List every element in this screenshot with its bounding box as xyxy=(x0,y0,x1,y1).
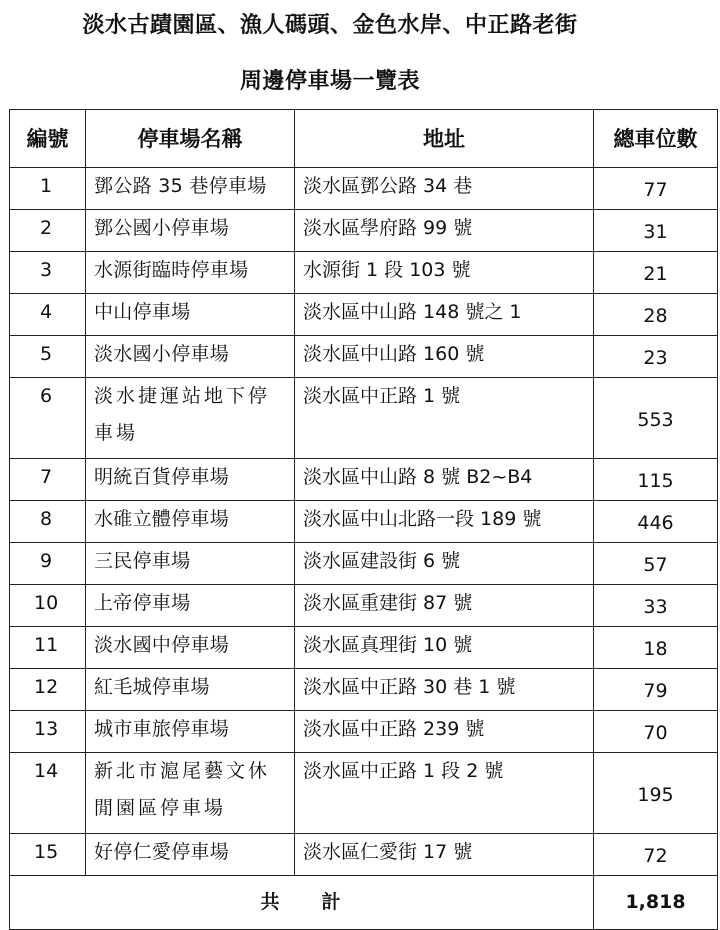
row-address: 淡水區中山路 8 號 B2~B4 xyxy=(295,459,594,501)
row-no: 15 xyxy=(10,834,86,876)
row-spaces: 21 xyxy=(594,252,718,294)
row-address: 淡水區鄧公路 34 巷 xyxy=(295,168,594,210)
row-spaces: 553 xyxy=(594,378,718,459)
row-address: 淡水區仁愛街 17 號 xyxy=(295,834,594,876)
total-label-part-1: 共 xyxy=(260,891,282,913)
row-name: 水碓立體停車場 xyxy=(86,501,295,543)
row-address: 淡水區學府路 99 號 xyxy=(295,210,594,252)
total-value: 1,818 xyxy=(594,876,718,930)
row-no: 9 xyxy=(10,543,86,585)
header-spaces: 總車位數 xyxy=(594,110,718,168)
row-spaces: 79 xyxy=(594,669,718,711)
table-row xyxy=(10,669,718,711)
row-name: 中山停車場 xyxy=(86,294,295,336)
row-spaces: 18 xyxy=(594,627,718,669)
row-name: 城市車旅停車場 xyxy=(86,711,295,753)
total-label xyxy=(10,876,594,930)
row-address: 淡水區中正路 1 號 xyxy=(295,378,594,459)
row-name: 淡水國小停車場 xyxy=(86,336,295,378)
table-row xyxy=(10,834,718,876)
row-address: 淡水區中正路 1 段 2 號 xyxy=(295,753,594,834)
row-name: 明統百貨停車場 xyxy=(86,459,295,501)
row-no: 13 xyxy=(10,711,86,753)
document-title: 淡水古蹟園區、漁人碼頭、金色水岸、中正路老街 xyxy=(82,13,578,38)
row-name: 三民停車場 xyxy=(86,543,295,585)
row-name: 淡水國中停車場 xyxy=(86,627,295,669)
row-address: 淡水區中山路 160 號 xyxy=(295,336,594,378)
row-address: 淡水區重建街 87 號 xyxy=(295,585,594,627)
row-address: 淡水區中正路 30 巷 1 號 xyxy=(295,669,594,711)
row-spaces: 31 xyxy=(594,210,718,252)
row-no: 14 xyxy=(10,753,86,834)
row-spaces: 70 xyxy=(594,711,718,753)
row-name: 鄧公路 35 巷停車場 xyxy=(86,168,295,210)
row-no: 5 xyxy=(10,336,86,378)
table-row xyxy=(10,210,718,252)
table-row xyxy=(10,336,718,378)
row-name: 紅毛城停車場 xyxy=(86,669,295,711)
header-address: 地址 xyxy=(295,110,594,168)
table-row xyxy=(10,252,718,294)
table-row xyxy=(10,585,718,627)
header-name: 停車場名稱 xyxy=(86,110,295,168)
table-row xyxy=(10,501,718,543)
header-no: 編號 xyxy=(10,110,86,168)
row-spaces: 446 xyxy=(594,501,718,543)
row-name: 新北市滬尾藝文休閒園區停車場 xyxy=(86,753,295,834)
row-no: 4 xyxy=(10,294,86,336)
row-no: 3 xyxy=(10,252,86,294)
total-label-part-2: 計 xyxy=(321,891,343,913)
row-spaces: 72 xyxy=(594,834,718,876)
table-row xyxy=(10,711,718,753)
row-name: 好停仁愛停車場 xyxy=(86,834,295,876)
table-row xyxy=(10,753,718,834)
row-spaces: 77 xyxy=(594,168,718,210)
table-row xyxy=(10,378,718,459)
row-spaces: 28 xyxy=(594,294,718,336)
row-address: 淡水區中山北路一段 189 號 xyxy=(295,501,594,543)
row-address: 淡水區真理街 10 號 xyxy=(295,627,594,669)
row-no: 10 xyxy=(10,585,86,627)
row-address: 淡水區建設街 6 號 xyxy=(295,543,594,585)
table-row xyxy=(10,459,718,501)
total-row xyxy=(10,876,718,930)
document-subtitle: 周邊停車場一覽表 xyxy=(239,69,420,94)
table-row xyxy=(10,627,718,669)
row-address: 淡水區中山路 148 號之 1 xyxy=(295,294,594,336)
row-no: 11 xyxy=(10,627,86,669)
row-spaces: 57 xyxy=(594,543,718,585)
parking-table xyxy=(9,109,718,930)
row-no: 7 xyxy=(10,459,86,501)
row-no: 12 xyxy=(10,669,86,711)
row-no: 1 xyxy=(10,168,86,210)
row-spaces: 115 xyxy=(594,459,718,501)
row-spaces: 33 xyxy=(594,585,718,627)
row-name: 上帝停車場 xyxy=(86,585,295,627)
row-name: 鄧公國小停車場 xyxy=(86,210,295,252)
row-no: 8 xyxy=(10,501,86,543)
row-name: 淡水捷運站地下停車場 xyxy=(86,378,295,459)
row-no: 2 xyxy=(10,210,86,252)
table-row xyxy=(10,294,718,336)
row-address: 水源街 1 段 103 號 xyxy=(295,252,594,294)
table-row xyxy=(10,168,718,210)
row-name: 水源街臨時停車場 xyxy=(86,252,295,294)
table-row xyxy=(10,543,718,585)
row-address: 淡水區中正路 239 號 xyxy=(295,711,594,753)
table-header-row xyxy=(10,110,718,168)
row-spaces: 195 xyxy=(594,753,718,834)
row-spaces: 23 xyxy=(594,336,718,378)
row-no: 6 xyxy=(10,378,86,459)
